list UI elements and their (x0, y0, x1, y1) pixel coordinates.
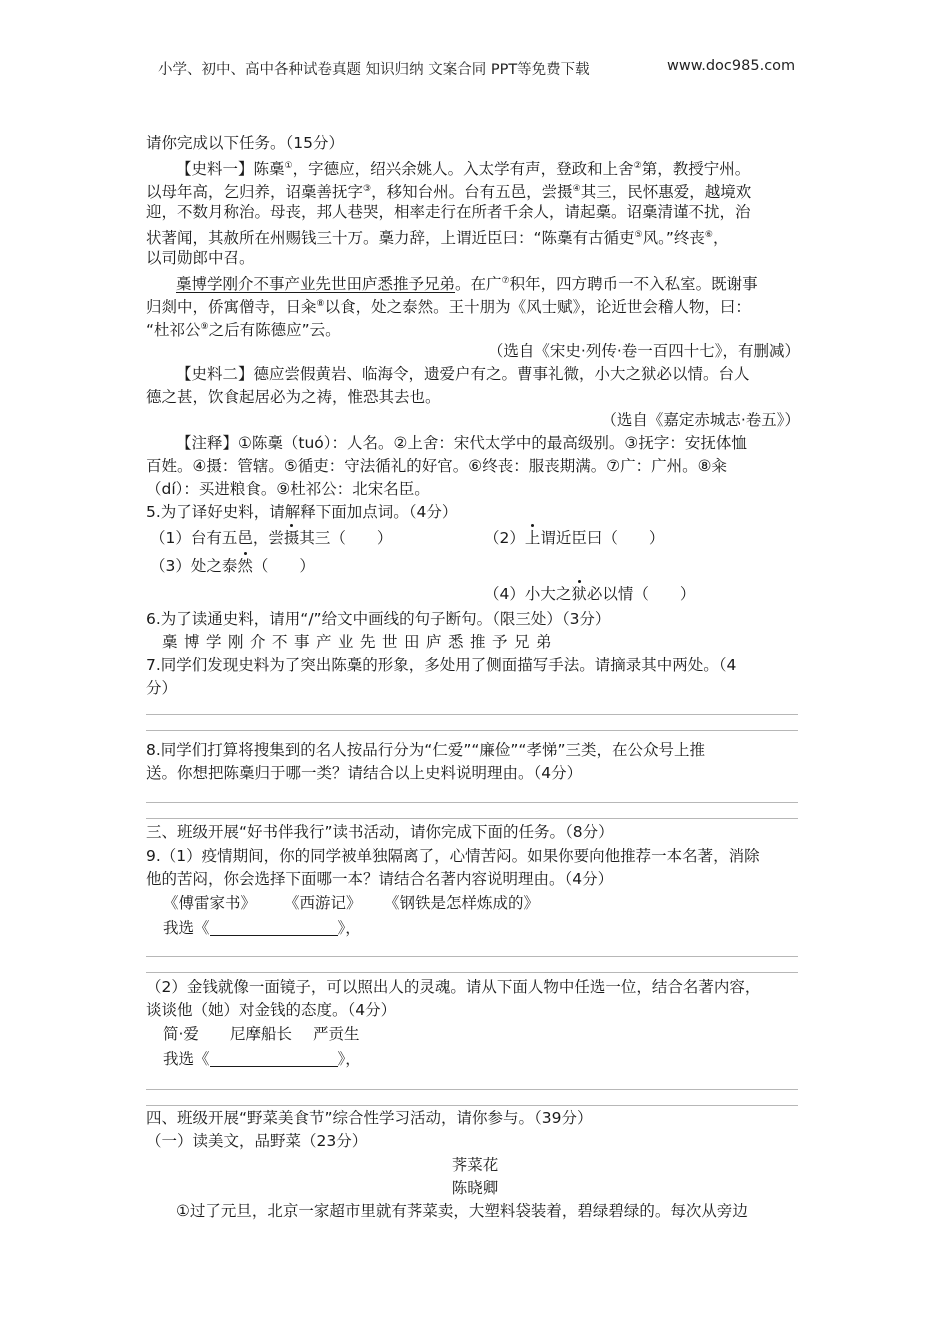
notes-line2: 百姓。④摄：管辖。⑤循吏：守法循礼的好官。⑥终丧：服丧期满。⑦广：广州。⑧籴 (146, 457, 727, 475)
section4-subtitle: （一）读美文，品野菜（23分） (146, 1132, 368, 1150)
section3-title: 三、班级开展“好书伴我行”读书活动，请你完成下面的任务。（8分） (146, 823, 614, 841)
q7-line1: 7.同学们发现史料为了突出陈稾的形象，多处用了侧面描写手法。请摘录其中两处。（4 (146, 656, 737, 674)
q5-item3: （3）处之泰然（ ） (150, 557, 315, 575)
book-option-2: 《西游记》 (284, 894, 362, 912)
q7-answer-line[interactable] (146, 714, 798, 715)
source1-citation: （选自《宋史·列传·卷一百四十七》，有删减） (487, 342, 800, 360)
article-title: 荠菜花 (451, 1156, 499, 1174)
source2-line2: 德之甚，饮食起居必为之祷，惟恐其去也。 (146, 388, 441, 406)
intro-line: 请你完成以下任务。（15分） (146, 134, 344, 152)
source1-line3: 迎，不数月称治。母丧，邦人巷哭，相率走行在所者千余人，请起稾。诏稾清谨不扰，治 (146, 203, 751, 221)
source1-line2: 以母年高，乞归养，诏稾善抚字③，移知台州。台有五邑，尝摄④其三，民怀惠爱，越境欢 (146, 183, 752, 201)
header-banner: 小学、初中、高中各种试卷真题 知识归纳 文案合同 PPT等免费下载 (158, 62, 590, 78)
q6-title: 6.为了读通史料，请用“/”给文中画线的句子断句。（限三处）（3分） (146, 610, 611, 628)
choice-line-1: 我选《 》， (163, 919, 361, 937)
q9-1-answer-line[interactable] (146, 972, 798, 973)
source1-line6: 稾博学刚介不事产业先世田庐悉推予兄弟。在广⑦积年，四方聘币一不入私室。既谢事 (176, 275, 758, 293)
q9-2-line2: 谈谈他（她）对金钱的态度。（4分） (146, 1001, 397, 1019)
header-url: www.doc985.com (667, 58, 796, 74)
choice-line-2: 我选《 》， (163, 1050, 361, 1068)
q9-2-line1: （2）金钱就像一面镜子，可以照出人的灵魂。请从下面人物中任选一位，结合名著内容， (146, 978, 761, 996)
q9-2-answer-line[interactable] (146, 1105, 798, 1106)
article-author: 陈晓卿 (451, 1179, 499, 1197)
book-option-3: 《钢铁是怎样炼成的》 (384, 894, 540, 912)
section4-title: 四、班级开展“野菜美食节”综合性学习活动，请你参与。（39分） (146, 1109, 593, 1127)
q8-answer-line[interactable] (146, 802, 798, 803)
source2-line1: 【史料二】德应尝假黄岩、临海令，遗爱户有之。曹事礼微，小大之狱必以情。台人 (176, 365, 750, 383)
q9-1-answer-line[interactable] (146, 956, 798, 957)
notes-line3: （dí）：买进粮食。⑨杜祁公：北宋名臣。 (146, 480, 430, 498)
person-choice-blank[interactable] (210, 1050, 338, 1067)
q8-line1: 8.同学们打算将搜集到的名人按品行分为“仁爱”“廉俭”“孝悌”三类，在公众号上推 (146, 741, 705, 759)
q5-item1: （1）台有五邑，尝摄其三（ ） (150, 529, 393, 547)
q8-answer-line[interactable] (146, 818, 798, 819)
source2-citation: （选自《嘉定赤城志·卷五》） (601, 411, 800, 429)
underlined-sentence: 稾博学刚介不事产业先世田庐悉推予兄弟 (176, 275, 456, 293)
q7-answer-line[interactable] (146, 730, 798, 731)
q5-title: 5.为了译好史料，请解释下面加点词。（4分） (146, 503, 458, 521)
q9-1-line2: 他的苦闷，你会选择下面哪一本？请结合名著内容说明理由。（4分） (146, 870, 614, 888)
notes-line1: 【注释】①陈稾（tuó）：人名。②上舍：宋代太学中的最高级别。③抚字：安抚体恤 (176, 434, 747, 452)
person-option-1: 简·爱 (163, 1025, 199, 1043)
source1-line7: 归剡中，侨寓僧寺，日籴⑧以食，处之泰然。王十朋为《风士赋》，论近世会稽人物，曰： (146, 298, 751, 316)
q8-line2: 送。你想把陈稾归于哪一类？请结合以上史料说明理由。（4分） (146, 764, 583, 782)
q6-sentence: 稾 博 学 刚 介 不 事 产 业 先 世 田 庐 悉 推 予 兄 弟 (162, 633, 552, 651)
source1-line8: “杜祁公⑨之后有陈德应”云。 (146, 321, 341, 339)
q9-2-answer-line[interactable] (146, 1089, 798, 1090)
q7-line2: 分） (146, 679, 178, 697)
q5-item4: （4）小大之狱必以情（ ） (484, 585, 696, 603)
book-choice-blank[interactable] (210, 919, 338, 936)
source1-line1: 【史料一】陈稾①，字德应，绍兴余姚人。入太学有声，登政和上舍②第，教授宁州。 (176, 160, 751, 178)
article-paragraph-1: ①过了元旦，北京一家超市里就有荠菜卖，大塑料袋装着，碧绿碧绿的。每次从旁边 (176, 1202, 748, 1220)
source1-line5: 以司勋郎中召。 (146, 249, 255, 267)
book-option-1: 《傅雷家书》 (163, 894, 257, 912)
person-option-2: 尼摩船长 (230, 1025, 293, 1043)
q5-item2: （2）上谓近臣曰（ ） (484, 529, 665, 547)
q9-1-line1: 9.（1）疫情期间，你的同学被单独隔离了，心情苦闷。如果你要向他推荐一本名著，消除 (146, 847, 760, 865)
person-option-3: 严贡生 (313, 1025, 360, 1043)
source1-line4: 状著闻，其赦所在州赐钱三十万。稾力辞，上谓近臣曰：“陈稾有古循吏⑤风。”终丧⑥， (146, 229, 729, 247)
